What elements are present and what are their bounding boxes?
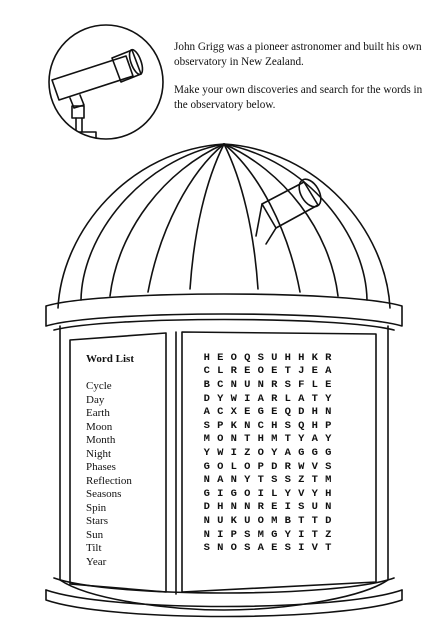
grid-letter[interactable]: C	[217, 406, 224, 419]
grid-letter[interactable]: C	[217, 378, 224, 391]
grid-letter[interactable]: U	[271, 351, 278, 364]
grid-letter[interactable]: S	[257, 351, 264, 364]
grid-letter[interactable]: Z	[298, 474, 305, 487]
grid-letter[interactable]: A	[284, 446, 291, 459]
grid-letter[interactable]: O	[257, 446, 264, 459]
grid-row	[200, 528, 335, 542]
grid-letter[interactable]: Q	[298, 419, 305, 432]
grid-letter[interactable]: V	[298, 487, 305, 500]
grid-letter[interactable]: C	[257, 419, 264, 432]
grid-row	[200, 392, 335, 406]
grid-row	[200, 541, 335, 555]
grid-letter[interactable]: O	[257, 365, 264, 378]
grid-letter[interactable]: G	[298, 446, 305, 459]
grid-row	[200, 365, 335, 379]
grid-letter[interactable]: L	[230, 460, 237, 473]
grid-letter[interactable]: L	[284, 392, 291, 405]
grid-letter[interactable]: L	[311, 378, 318, 391]
word-list-item: Sun	[86, 528, 104, 541]
grid-letter[interactable]: H	[311, 419, 318, 432]
grid-letter[interactable]: N	[203, 514, 210, 527]
grid-row	[200, 501, 335, 515]
word-list-item: Cycle	[86, 380, 112, 392]
word-list-item: Spin	[86, 501, 107, 514]
grid-letter[interactable]: Y	[217, 392, 224, 405]
grid-letter[interactable]: G	[203, 460, 210, 473]
grid-letter[interactable]: U	[244, 514, 251, 527]
grid-row	[200, 433, 335, 447]
grid-letter[interactable]: E	[271, 542, 278, 555]
grid-letter[interactable]: H	[257, 433, 264, 446]
intro-paragraph-1: John Grigg was a pioneer astronomer and built his own observatory in New Zealand.	[174, 41, 422, 68]
grid-letter[interactable]: I	[244, 392, 251, 405]
grid-letter[interactable]: O	[244, 460, 251, 473]
grid-letter[interactable]: Y	[203, 446, 210, 459]
grid-letter[interactable]: G	[311, 446, 318, 459]
grid-letter[interactable]: K	[230, 419, 237, 432]
grid-letter[interactable]: T	[311, 514, 318, 527]
grid-letter[interactable]: S	[271, 474, 278, 487]
grid-letter[interactable]: L	[271, 487, 278, 500]
grid-letter[interactable]: P	[257, 460, 264, 473]
grid-letter[interactable]: C	[203, 365, 210, 378]
word-list-item: Year	[86, 555, 107, 568]
grid-letter[interactable]: I	[217, 487, 224, 500]
grid-letter[interactable]: N	[230, 474, 237, 487]
grid-letter[interactable]: O	[230, 351, 237, 364]
grid-letter[interactable]: O	[244, 487, 251, 500]
grid-letter[interactable]: Z	[244, 446, 251, 459]
grid-letter[interactable]: T	[257, 474, 264, 487]
word-list-item: Night	[86, 447, 112, 460]
grid-letter[interactable]: T	[325, 542, 332, 555]
grid-letter[interactable]: E	[325, 378, 332, 391]
grid-letter[interactable]: Y	[271, 446, 278, 459]
grid-letter[interactable]: H	[325, 487, 332, 500]
grid-letter[interactable]: S	[284, 542, 291, 555]
grid-letter[interactable]: M	[271, 514, 278, 527]
word-list-item: Stars	[86, 515, 108, 527]
grid-letter[interactable]: I	[298, 542, 305, 555]
grid-letter[interactable]: M	[257, 528, 264, 541]
grid-letter[interactable]: M	[271, 433, 278, 446]
grid-letter[interactable]: H	[284, 351, 291, 364]
grid-letter[interactable]: B	[203, 378, 210, 391]
word-list	[86, 380, 132, 569]
grid-letter[interactable]: D	[271, 460, 278, 473]
grid-letter[interactable]: N	[217, 542, 224, 555]
grid-letter[interactable]: A	[298, 392, 305, 405]
grid-letter[interactable]: O	[217, 460, 224, 473]
grid-letter[interactable]: M	[203, 433, 210, 446]
grid-letter[interactable]: E	[311, 365, 318, 378]
grid-letter[interactable]: U	[244, 378, 251, 391]
grid-letter[interactable]: N	[230, 378, 237, 391]
grid-letter[interactable]: Y	[311, 487, 318, 500]
grid-letter[interactable]: E	[271, 501, 278, 514]
grid-letter[interactable]: X	[230, 406, 237, 419]
grid-letter[interactable]: E	[271, 365, 278, 378]
grid-letter[interactable]: B	[284, 514, 291, 527]
grid-letter[interactable]: S	[203, 542, 210, 555]
grid-letter[interactable]: A	[217, 474, 224, 487]
grid-letter[interactable]: P	[217, 419, 224, 432]
grid-letter[interactable]: Y	[298, 433, 305, 446]
grid-letter[interactable]: I	[230, 446, 237, 459]
grid-row	[200, 378, 335, 392]
grid-letter[interactable]: T	[311, 528, 318, 541]
grid-row	[200, 351, 335, 365]
word-list-item: Moon	[86, 420, 113, 433]
grid-row	[200, 514, 335, 528]
grid-letter[interactable]: S	[244, 542, 251, 555]
grid-letter[interactable]: P	[230, 528, 237, 541]
grid-letter[interactable]: D	[203, 392, 210, 405]
grid-letter[interactable]: E	[244, 406, 251, 419]
grid-row	[200, 446, 335, 460]
grid-letter[interactable]: T	[284, 365, 291, 378]
grid-letter[interactable]: R	[271, 378, 278, 391]
grid-letter[interactable]: G	[271, 528, 278, 541]
grid-letter[interactable]: D	[298, 406, 305, 419]
grid-letter[interactable]: O	[257, 514, 264, 527]
grid-letter[interactable]: Z	[325, 528, 332, 541]
word-list-title: Word List	[86, 353, 134, 365]
grid-letter[interactable]: R	[271, 392, 278, 405]
grid-letter[interactable]: S	[203, 419, 210, 432]
grid-letter[interactable]: Y	[284, 487, 291, 500]
grid-letter[interactable]: S	[284, 474, 291, 487]
grid-letter[interactable]: D	[203, 501, 210, 514]
grid-letter[interactable]: W	[217, 446, 224, 459]
grid-letter[interactable]: I	[257, 487, 264, 500]
grid-letter[interactable]: H	[271, 419, 278, 432]
grid-letter[interactable]: N	[257, 378, 264, 391]
grid-letter[interactable]: U	[217, 514, 224, 527]
grid-letter[interactable]: E	[271, 406, 278, 419]
grid-letter[interactable]: T	[311, 392, 318, 405]
word-list-item: Seasons	[86, 488, 122, 500]
intro-paragraph-2: Make your own discoveries and search for the words in the observatory below.	[174, 84, 423, 111]
grid-letter[interactable]: M	[325, 474, 332, 487]
grid-letter[interactable]: H	[298, 351, 305, 364]
grid-letter[interactable]: V	[311, 460, 318, 473]
grid-letter[interactable]: N	[244, 419, 251, 432]
grid-letter[interactable]: K	[311, 351, 318, 364]
grid-letter[interactable]: N	[325, 406, 332, 419]
grid-letter[interactable]: L	[217, 365, 224, 378]
grid-letter[interactable]: K	[230, 514, 237, 527]
grid-letter[interactable]: N	[203, 474, 210, 487]
grid-letter[interactable]: N	[230, 501, 237, 514]
word-list-item: Day	[86, 393, 105, 406]
grid-letter[interactable]: A	[325, 365, 332, 378]
grid-letter[interactable]: A	[203, 406, 210, 419]
grid-letter[interactable]: S	[325, 460, 332, 473]
grid-row	[200, 473, 335, 487]
telescope-icon	[49, 25, 163, 145]
grid-row	[200, 405, 335, 419]
word-list-item: Tilt	[86, 542, 102, 554]
grid-letter[interactable]: G	[325, 446, 332, 459]
grid-letter[interactable]: N	[230, 433, 237, 446]
grid-letter[interactable]: Y	[244, 474, 251, 487]
grid-letter[interactable]: I	[284, 501, 291, 514]
word-list-item: Month	[86, 434, 116, 446]
grid-letter[interactable]: V	[311, 542, 318, 555]
grid-letter[interactable]: Y	[284, 528, 291, 541]
grid-letter[interactable]: I	[217, 528, 224, 541]
grid-letter[interactable]: Q	[284, 406, 291, 419]
grid-letter[interactable]: N	[203, 528, 210, 541]
word-list-item: Reflection	[86, 474, 132, 487]
grid-row	[200, 487, 335, 501]
grid-letter[interactable]: T	[244, 433, 251, 446]
word-list-item: Earth	[86, 407, 110, 419]
intro-text	[174, 40, 434, 126]
grid-letter[interactable]: A	[311, 433, 318, 446]
grid-letter[interactable]: P	[325, 419, 332, 432]
grid-letter[interactable]: N	[244, 501, 251, 514]
word-list-item: Phases	[86, 461, 116, 473]
grid-letter[interactable]: R	[230, 365, 237, 378]
grid-letter[interactable]: H	[217, 501, 224, 514]
grid-letter[interactable]: E	[217, 351, 224, 364]
grid-letter[interactable]: S	[284, 419, 291, 432]
dome	[46, 144, 402, 326]
grid-row	[200, 419, 335, 433]
grid-letter[interactable]: S	[244, 528, 251, 541]
grid-letter[interactable]: F	[298, 378, 305, 391]
grid-letter[interactable]: Y	[325, 392, 332, 405]
grid-row	[200, 460, 335, 474]
grid-letter[interactable]: U	[311, 501, 318, 514]
word-search-grid	[200, 351, 335, 555]
grid-letter[interactable]: I	[298, 528, 305, 541]
grid-letter[interactable]: R	[284, 460, 291, 473]
grid-letter[interactable]: S	[284, 378, 291, 391]
grid-letter[interactable]: R	[257, 501, 264, 514]
grid-letter[interactable]: G	[203, 487, 210, 500]
grid-letter[interactable]: Q	[244, 351, 251, 364]
grid-letter[interactable]: T	[298, 514, 305, 527]
grid-letter[interactable]: W	[230, 392, 237, 405]
grid-letter[interactable]: T	[311, 474, 318, 487]
grid-letter[interactable]: D	[325, 514, 332, 527]
grid-letter[interactable]: J	[298, 365, 305, 378]
grid-letter[interactable]: G	[257, 406, 264, 419]
grid-letter[interactable]: A	[257, 542, 264, 555]
grid-letter[interactable]: W	[298, 460, 305, 473]
grid-letter[interactable]: S	[298, 501, 305, 514]
grid-letter[interactable]: O	[230, 542, 237, 555]
grid-letter[interactable]: G	[230, 487, 237, 500]
grid-letter[interactable]: O	[217, 433, 224, 446]
grid-letter[interactable]: N	[325, 501, 332, 514]
grid-letter[interactable]: Y	[325, 433, 332, 446]
grid-letter[interactable]: T	[284, 433, 291, 446]
grid-letter[interactable]: H	[203, 351, 210, 364]
grid-letter[interactable]: R	[325, 351, 332, 364]
grid-letter[interactable]: A	[257, 392, 264, 405]
grid-letter[interactable]: E	[244, 365, 251, 378]
grid-letter[interactable]: H	[311, 406, 318, 419]
